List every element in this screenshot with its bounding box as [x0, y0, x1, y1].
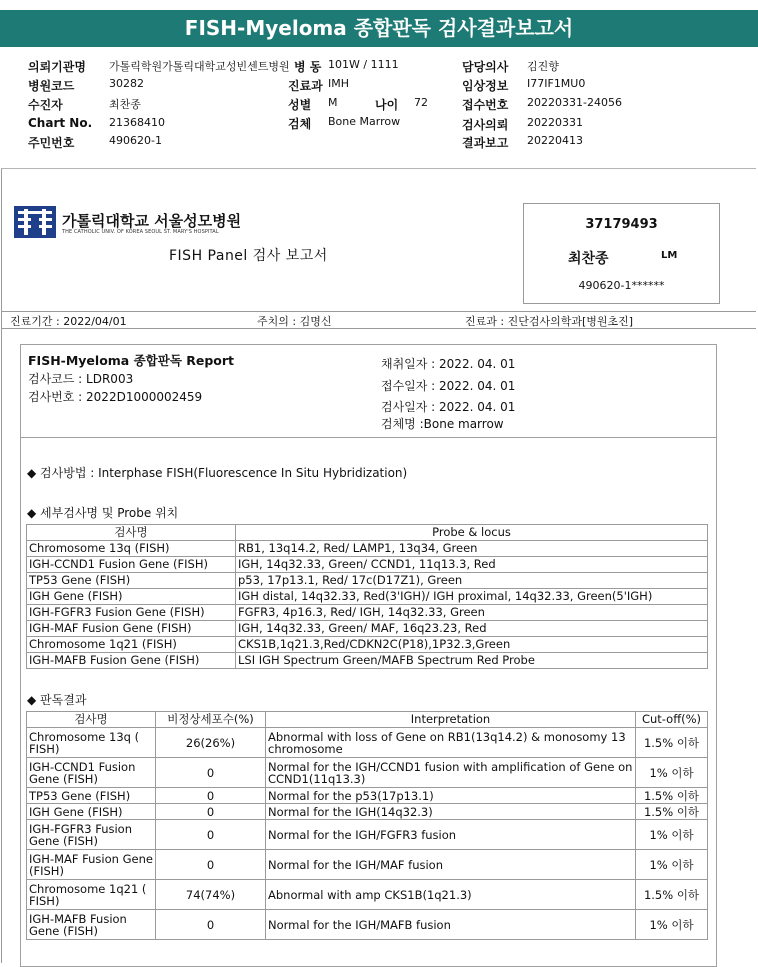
- probe-test-name: TP53 Gene (FISH): [27, 573, 236, 589]
- specimen-name: 검체명 :Bone marrow: [381, 417, 504, 431]
- document-title: FISH Panel 검사 보고서: [169, 248, 328, 264]
- visit-period: 진료기간 : 2022/04/01: [10, 315, 127, 328]
- result-header-test: 검사명: [27, 712, 156, 728]
- result-interpretation: Abnormal with amp CKS1B(1q21.3): [266, 880, 636, 910]
- doctor-value: 김진향: [527, 60, 559, 73]
- method-line: ◆ 검사방법 : Interphase FISH(Fluorescence In Situ Hybridization): [27, 466, 408, 480]
- result-interpretation: Normal for the IGH/FGFR3 fusion: [266, 820, 636, 850]
- dept-label: 진료과: [288, 79, 323, 93]
- result-interpretation: Normal for the p53(17p13.1): [266, 788, 636, 804]
- hospital-subtitle: THE CATHOLIC UNIV. OF KOREA SEOUL ST. MARY'S HOSPITAL: [62, 229, 219, 235]
- exam-date: 검사일자 : 2022. 04. 01: [381, 400, 516, 414]
- hospital-name: 가톨릭대학교 서울성모병원: [62, 212, 242, 230]
- request-date-value: 20220331: [527, 116, 583, 129]
- request-date-label: 검사의뢰: [462, 118, 509, 132]
- probe-row: [27, 541, 708, 557]
- result-cutoff: 1% 이하: [636, 910, 708, 940]
- result-row: [27, 820, 708, 850]
- probe-test-name: IGH-FGFR3 Fusion Gene (FISH): [27, 605, 236, 621]
- result-test-name: Chromosome 13q ( FISH): [27, 728, 156, 758]
- result-abnormal-count: 0: [156, 910, 266, 940]
- result-row: [27, 910, 708, 940]
- clinical-info-label: 임상정보: [462, 79, 509, 93]
- result-interpretation: Normal for the IGH/MAF fusion: [266, 850, 636, 880]
- probe-test-name: IGH-MAFB Fusion Gene (FISH): [27, 653, 236, 669]
- result-test-name: IGH-MAFB Fusion Gene (FISH): [27, 910, 156, 940]
- report-box: [20, 344, 717, 967]
- result-row: [27, 788, 708, 804]
- result-abnormal-count: 74(74%): [156, 880, 266, 910]
- probe-test-name: IGH-CCND1 Fusion Gene (FISH): [27, 557, 236, 573]
- result-abnormal-count: 0: [156, 820, 266, 850]
- result-interpretation: Abnormal with loss of Gene on RB1(13q14.2) & monosomy 13 chromosome: [266, 728, 636, 758]
- rrn-value: 490620-1: [109, 134, 162, 147]
- probe-row: [27, 589, 708, 605]
- result-abnormal-count: 0: [156, 788, 266, 804]
- chart-no-value: 21368410: [109, 116, 165, 129]
- result-interpretation: Normal for the IGH(14q32.3): [266, 804, 636, 820]
- exam-code: 검사코드 : LDR003: [28, 372, 134, 386]
- exam-number: 검사번호 : 2022D1000002459: [28, 390, 203, 404]
- result-cutoff: 1.5% 이하: [636, 804, 708, 820]
- probe-row: [27, 557, 708, 573]
- sex-label: 성별: [288, 98, 312, 112]
- ward-label: 병 동: [294, 60, 322, 74]
- referring-institution-label: 의뢰기관명: [28, 60, 86, 74]
- dept-value: IMH: [328, 77, 350, 90]
- probe-header-test: 검사명: [27, 525, 236, 541]
- probe-test-name: IGH-MAF Fusion Gene (FISH): [27, 621, 236, 637]
- patient-label: 수진자: [28, 98, 63, 112]
- result-cutoff: 1% 이하: [636, 820, 708, 850]
- hospital-code-value: 30282: [109, 77, 144, 90]
- result-cutoff: 1.5% 이하: [636, 728, 708, 758]
- result-abnormal-count: 0: [156, 804, 266, 820]
- result-interpretation: Normal for the IGH/MAFB fusion: [266, 910, 636, 940]
- collection-date: 채취일자 : 2022. 04. 01: [381, 357, 516, 371]
- receipt-date: 접수일자 : 2022. 04. 01: [381, 379, 516, 393]
- result-section-heading: ◆ 판독결과: [27, 693, 87, 707]
- result-interpretation: Normal for the IGH/CCND1 fusion with amplification of Gene on CCND1(11q13.3): [266, 758, 636, 788]
- result-abnormal-count: 0: [156, 758, 266, 788]
- clinical-info-value: I77IF1MU0: [527, 77, 586, 90]
- result-test-name: Chromosome 1q21 ( FISH): [27, 880, 156, 910]
- specimen-value: Bone Marrow: [328, 115, 401, 128]
- patient-name: 최찬종: [568, 251, 609, 267]
- probe-test-name: IGH Gene (FISH): [27, 589, 236, 605]
- referring-institution-value: 가톨릭학원가톨릭대학교성빈센트병원: [109, 60, 290, 73]
- result-test-name: IGH Gene (FISH): [27, 804, 156, 820]
- hospital-logo-icon: [14, 206, 56, 238]
- probe-row: [27, 573, 708, 589]
- accession-value: 20220331-24056: [527, 96, 622, 109]
- result-cutoff: 1.5% 이하: [636, 788, 708, 804]
- probe-locus: IGH, 14q32.33, Green/ MAF, 16q23.23, Red: [236, 621, 708, 637]
- probe-table: [26, 524, 708, 669]
- result-header-interpretation: Interpretation: [266, 712, 636, 728]
- probe-row: [27, 653, 708, 669]
- patient-ward: LM: [661, 250, 678, 261]
- patient-rrn: 490620-1******: [578, 279, 665, 292]
- hospital-code-label: 병원코드: [28, 79, 75, 93]
- result-cutoff: 1% 이하: [636, 850, 708, 880]
- result-cutoff: 1.5% 이하: [636, 880, 708, 910]
- result-test-name: IGH-FGFR3 Fusion Gene (FISH): [27, 820, 156, 850]
- result-test-name: IGH-CCND1 Fusion Gene (FISH): [27, 758, 156, 788]
- result-abnormal-count: 0: [156, 850, 266, 880]
- age-value: 72: [414, 96, 428, 109]
- patient-number: 37179493: [585, 217, 658, 232]
- age-label: 나이: [375, 98, 399, 112]
- specimen-label: 검체: [288, 117, 312, 131]
- report-date-label: 결과보고: [462, 136, 509, 150]
- chart-no-label: Chart No.: [28, 116, 93, 130]
- probe-locus: IGH distal, 14q32.33, Red(3'IGH)/ IGH proximal, 14q32.33, Green(5'IGH): [236, 589, 708, 605]
- attending-doctor: 주치의 : 김명신: [257, 315, 332, 328]
- result-header-cutoff: Cut-off(%): [636, 712, 708, 728]
- result-abnormal-count: 26(26%): [156, 728, 266, 758]
- probe-locus: LSI IGH Spectrum Green/MAFB Spectrum Red Probe: [236, 653, 708, 669]
- probe-locus: RB1, 13q14.2, Red/ LAMP1, 13q34, Green: [236, 541, 708, 557]
- doctor-label: 담당의사: [462, 60, 509, 74]
- result-row: [27, 728, 708, 758]
- probe-row: [27, 605, 708, 621]
- probe-locus: IGH, 14q32.33, Green/ CCND1, 11q13.3, Red: [236, 557, 708, 573]
- report-title: FISH-Myeloma 종합판독 검사결과보고서: [0, 10, 758, 47]
- probe-row: [27, 637, 708, 653]
- result-cutoff: 1% 이하: [636, 758, 708, 788]
- probe-test-name: Chromosome 13q (FISH): [27, 541, 236, 557]
- report-heading: FISH-Myeloma 종합판독 Report: [28, 353, 235, 368]
- ward-value: 101W / 1111: [328, 58, 399, 71]
- result-header-abnormal: 비정상세포수(%): [156, 712, 266, 728]
- result-test-name: TP53 Gene (FISH): [27, 788, 156, 804]
- patient-value: 최찬종: [109, 98, 141, 111]
- probe-locus: p53, 17p13.1, Red/ 17c(D17Z1), Green: [236, 573, 708, 589]
- probe-header-locus: Probe & locus: [236, 525, 708, 541]
- header-info: [0, 55, 758, 155]
- result-row: [27, 804, 708, 820]
- patient-box: [523, 203, 720, 304]
- probe-test-name: Chromosome 1q21 (FISH): [27, 637, 236, 653]
- sex-value: M: [328, 96, 338, 109]
- visit-department: 진료과 : 진단검사의학과[병원초진]: [465, 315, 634, 328]
- result-row: [27, 850, 708, 880]
- report-sheet: [1, 168, 756, 963]
- probe-section-heading: ◆ 세부검사명 및 Probe 위치: [27, 506, 179, 520]
- probe-locus: CKS1B,1q21.3,Red/CDKN2C(P18),1P32.3,Green: [236, 637, 708, 653]
- result-table: [26, 711, 708, 940]
- rrn-label: 주민번호: [28, 136, 75, 150]
- visit-info-line: [2, 311, 756, 329]
- probe-locus: FGFR3, 4p16.3, Red/ IGH, 14q32.33, Green: [236, 605, 708, 621]
- report-header: [21, 345, 716, 438]
- result-row: [27, 880, 708, 910]
- probe-row: [27, 621, 708, 637]
- result-test-name: IGH-MAF Fusion Gene (FISH): [27, 850, 156, 880]
- result-row: [27, 758, 708, 788]
- report-date-value: 20220413: [527, 134, 583, 147]
- accession-label: 접수번호: [462, 98, 509, 112]
